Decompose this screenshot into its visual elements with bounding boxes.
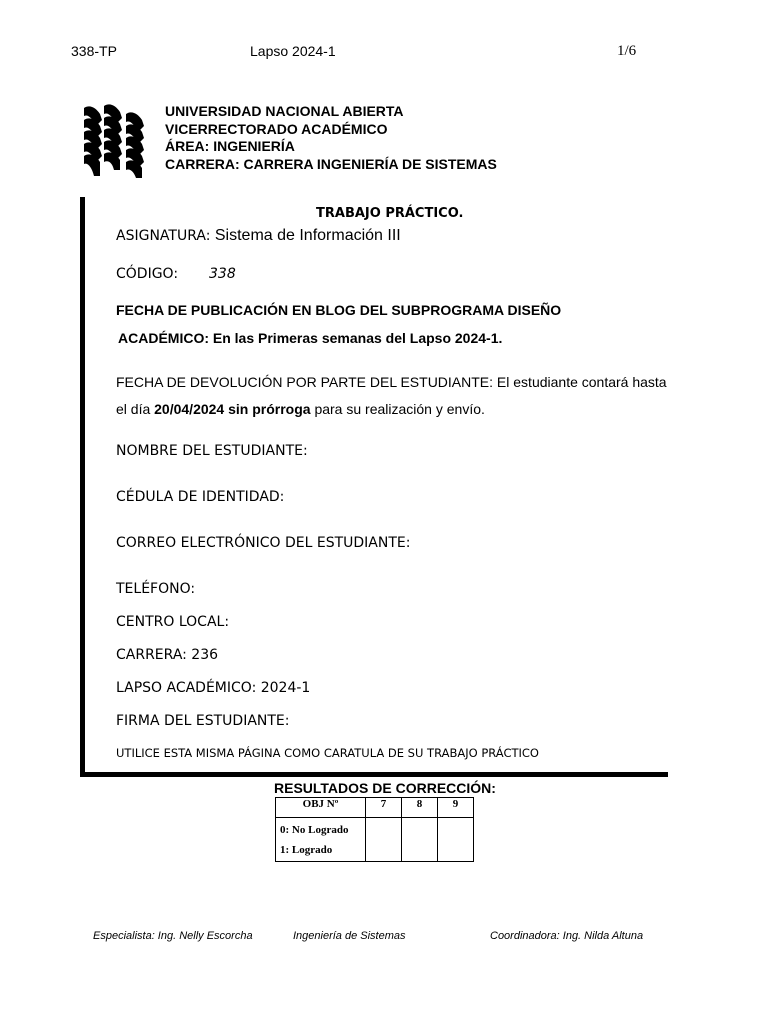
devolution-line-2 — [116, 401, 485, 417]
obj-7-header: 7 — [366, 798, 402, 818]
nombre-field: NOMBRE DEL ESTUDIANTE: — [116, 443, 308, 459]
vicerrectorado: VICERRECTORADO ACADÉMICO — [165, 121, 388, 137]
obj-7-result — [366, 818, 402, 862]
area: ÁREA: INGENIERÍA — [165, 138, 295, 154]
footer-specialist: Especialista: Ing. Nelly Escorcha — [93, 930, 253, 942]
devolution-pre: el día — [116, 401, 155, 417]
carrera-field: CARRERA: 236 — [116, 647, 219, 663]
centro-local-field: CENTRO LOCAL: — [116, 614, 230, 630]
codigo-label: CÓDIGO: — [116, 266, 179, 282]
obj-9-result — [438, 818, 474, 862]
telefono-field: TELÉFONO: — [116, 581, 196, 597]
results-table — [275, 797, 474, 862]
obj-header: OBJ Nº — [276, 798, 366, 818]
no-logrado-label: 0: No Logrado — [280, 824, 349, 836]
publication-line-2: ACADÉMICO: En las Primeras semanas del Lapso 2024-1. — [118, 330, 503, 346]
obj-9-header: 9 — [438, 798, 474, 818]
logrado-label: 1: Logrado — [280, 844, 333, 856]
devolution-post: para su realización y envío. — [310, 401, 485, 417]
asignatura-line — [116, 227, 401, 245]
obj-8-result — [402, 818, 438, 862]
publication-line-1: FECHA DE PUBLICACIÓN EN BLOG DEL SUBPROGRAMA DISEÑO — [116, 302, 562, 318]
cedula-field: CÉDULA DE IDENTIDAD: — [116, 489, 285, 505]
devolution-deadline: 20/04/2024 sin prórroga — [154, 401, 311, 417]
lapso-academico-field: LAPSO ACADÉMICO: 2024-1 — [116, 680, 311, 696]
asignatura-label: ASIGNATURA: — [116, 228, 215, 244]
lapso-header: Lapso 2024-1 — [250, 43, 336, 59]
frame-left-border — [80, 197, 85, 777]
university-logo — [82, 104, 148, 180]
page-number: 1/6 — [617, 43, 637, 59]
codigo-value: 338 — [209, 266, 236, 282]
status-legend — [276, 818, 366, 862]
footer-area: Ingeniería de Sistemas — [293, 930, 406, 942]
asignatura-value: Sistema de Información III — [214, 227, 401, 244]
correo-field: CORREO ELECTRÓNICO DEL ESTUDIANTE: — [116, 535, 411, 551]
results-status-row — [276, 818, 474, 862]
footer-coordinator: Coordinadora: Ing. Nilda Altuna — [490, 930, 644, 942]
obj-8-header: 8 — [402, 798, 438, 818]
frame-bottom-border — [80, 772, 668, 777]
results-header-row — [276, 798, 474, 818]
carrera-header: CARRERA: CARRERA INGENIERÍA DE SISTEMAS — [165, 156, 497, 172]
devolution-line-1: FECHA DE DEVOLUCIÓN POR PARTE DEL ESTUDIANTE: El estudiante contará hasta — [116, 374, 667, 390]
results-title: RESULTADOS DE CORRECCIÓN: — [274, 780, 496, 796]
university-name: UNIVERSIDAD NACIONAL ABIERTA — [165, 103, 404, 119]
firma-field: FIRMA DEL ESTUDIANTE: — [116, 713, 290, 729]
document-code: 338-TP — [71, 43, 117, 59]
form-title: TRABAJO PRÁCTICO. — [316, 206, 464, 221]
cover-note: UTILICE ESTA MISMA PÁGINA COMO CARATULA DE SU TRABAJO PRÁCTICO — [116, 746, 539, 760]
